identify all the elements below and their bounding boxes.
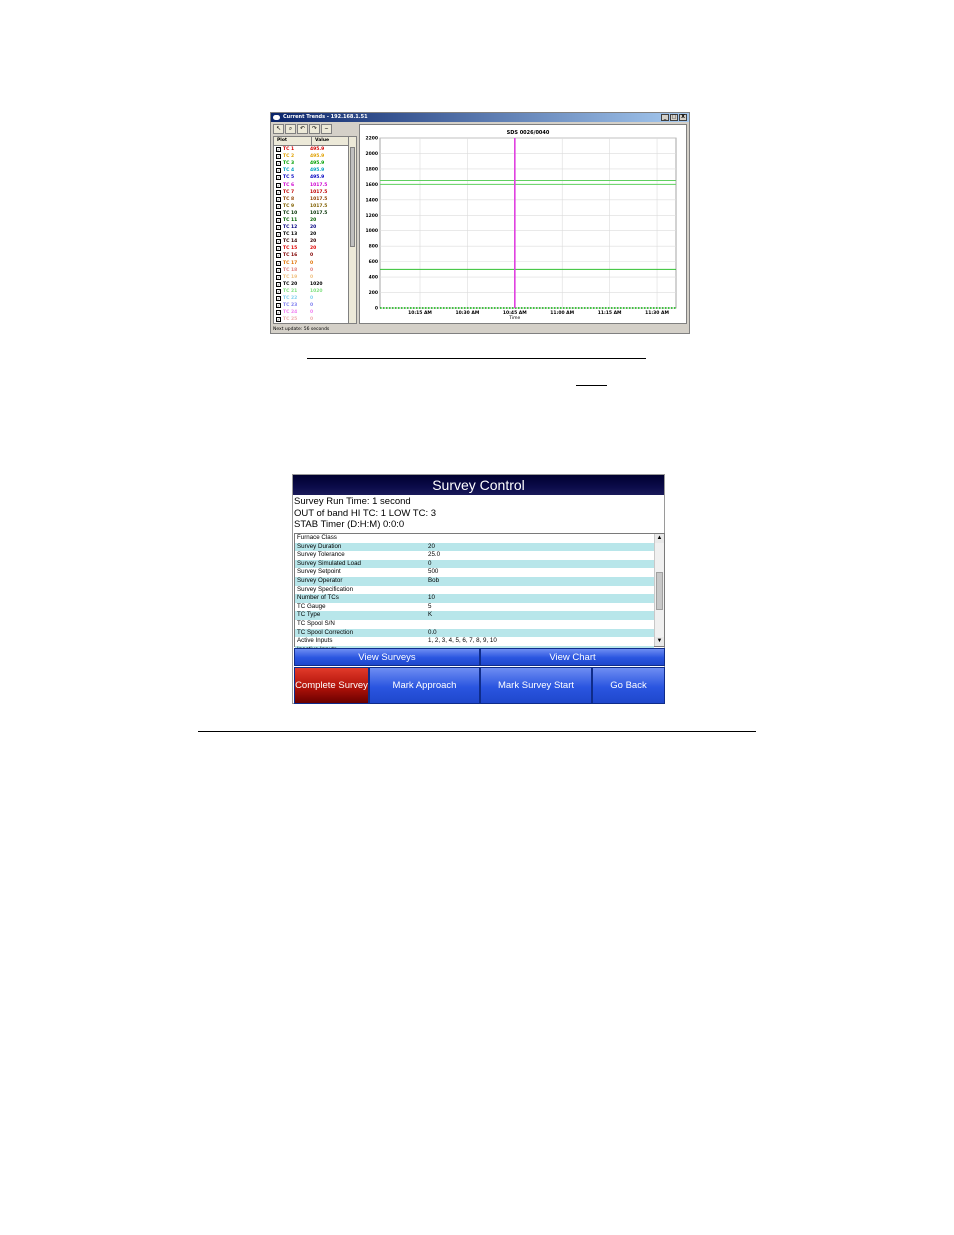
x-tick-label: 11:00 AM bbox=[550, 311, 575, 316]
go-back-button[interactable]: Go Back bbox=[592, 667, 665, 704]
list-item[interactable] bbox=[295, 560, 654, 569]
parameter-name: TC Spool S/N bbox=[297, 619, 335, 627]
mark-survey-start-button[interactable]: Mark Survey Start bbox=[480, 667, 592, 704]
legend-row[interactable] bbox=[274, 252, 356, 259]
legend-value: 495.9 bbox=[310, 147, 325, 153]
mark-approach-button[interactable]: Mark Approach bbox=[369, 667, 480, 704]
list-item[interactable] bbox=[295, 568, 654, 577]
parameter-value: 1, 2, 3, 4, 5, 6, 7, 8, 9, 10 bbox=[428, 637, 497, 645]
legend-value: 20 bbox=[310, 239, 317, 245]
parameter-name: Survey Simulated Load bbox=[297, 559, 361, 567]
legend-checkbox[interactable]: ✓ bbox=[277, 274, 281, 280]
y-tick-label: 2200 bbox=[365, 136, 378, 142]
trend-window bbox=[270, 112, 690, 334]
button-row-top bbox=[294, 648, 665, 666]
x-tick-label: 10:15 AM bbox=[408, 311, 432, 316]
legend-checkbox[interactable]: ✓ bbox=[277, 210, 281, 216]
maximize-button[interactable]: □ bbox=[671, 114, 677, 120]
parameter-name: Active Inputs bbox=[297, 637, 333, 645]
complete-survey-button[interactable]: Complete Survey bbox=[294, 667, 369, 704]
y-tick-label: 0 bbox=[374, 306, 378, 312]
minimize-button[interactable]: _ bbox=[661, 114, 669, 121]
legend-row[interactable] bbox=[274, 316, 356, 323]
legend-checkbox[interactable]: ✓ bbox=[277, 189, 281, 195]
legend-row[interactable] bbox=[274, 181, 356, 188]
undo-icon[interactable]: ↶ bbox=[297, 124, 308, 134]
window-controls bbox=[661, 114, 687, 121]
legend-value: 20 bbox=[310, 232, 317, 238]
legend-name: TC 11 bbox=[283, 217, 298, 223]
survey-info bbox=[293, 496, 664, 531]
survey-parameter-list[interactable] bbox=[294, 533, 665, 647]
legend-header bbox=[274, 137, 356, 146]
legend-name: TC 10 bbox=[283, 210, 298, 216]
survey-run-time: Survey Run Time: 1 second bbox=[294, 496, 411, 507]
legend-name: TC 16 bbox=[283, 253, 298, 259]
legend-checkbox[interactable]: ✓ bbox=[277, 196, 281, 202]
caption-underline bbox=[307, 358, 646, 359]
caption-underline-short bbox=[576, 385, 607, 386]
legend-name: TC 22 bbox=[283, 296, 298, 302]
legend-name: TC 6 bbox=[283, 182, 295, 188]
legend-row[interactable] bbox=[274, 267, 356, 274]
survey-title: Survey Control bbox=[293, 475, 664, 495]
legend-row[interactable] bbox=[274, 153, 356, 160]
x-tick-label: 11:15 AM bbox=[597, 311, 622, 316]
legend-value: 20 bbox=[310, 217, 317, 223]
legend-row[interactable] bbox=[274, 203, 356, 210]
reset-icon[interactable]: ⌣ bbox=[321, 124, 332, 134]
list-item[interactable] bbox=[295, 577, 654, 586]
legend-value: 495.9 bbox=[310, 161, 325, 167]
legend-checkbox[interactable]: ✓ bbox=[277, 154, 281, 160]
parameter-value: 20 bbox=[428, 542, 435, 550]
trend-chart bbox=[359, 124, 687, 324]
button-row-bottom bbox=[294, 667, 665, 704]
legend-row[interactable] bbox=[274, 288, 356, 295]
plot-area bbox=[380, 138, 676, 308]
legend-name: TC 3 bbox=[283, 161, 295, 167]
legend-checkbox[interactable]: ✓ bbox=[277, 260, 281, 266]
legend-name: TC 14 bbox=[283, 239, 298, 245]
legend-row[interactable] bbox=[274, 167, 356, 174]
legend-name: TC 19 bbox=[283, 274, 298, 280]
parameter-name: TC Spool Correction bbox=[297, 628, 354, 636]
legend-value: 1020 bbox=[310, 288, 323, 294]
pointer-icon[interactable]: ↖ bbox=[273, 124, 284, 134]
legend-row[interactable] bbox=[274, 217, 356, 224]
y-tick-label: 600 bbox=[368, 260, 378, 266]
legend-value: 0 bbox=[310, 296, 314, 302]
y-tick-label: 1400 bbox=[365, 198, 378, 204]
legend-row[interactable] bbox=[274, 302, 356, 309]
view-chart-button[interactable]: View Chart bbox=[480, 648, 665, 666]
parameter-value: Bob bbox=[428, 576, 440, 584]
legend-value: 495.9 bbox=[310, 168, 325, 174]
redo-icon[interactable]: ↷ bbox=[309, 124, 320, 134]
zoom-icon[interactable]: ⌕ bbox=[285, 124, 296, 134]
legend-name: TC 4 bbox=[283, 168, 295, 174]
close-button[interactable]: X bbox=[679, 114, 687, 121]
scroll-up-icon[interactable]: ▲ bbox=[656, 535, 663, 541]
legend-name: TC 9 bbox=[283, 203, 295, 209]
legend-value: 495.9 bbox=[310, 175, 325, 181]
stab-timer: STAB Timer (D:H:M) 0:0:0 bbox=[294, 519, 405, 530]
legend-checkbox[interactable]: ✓ bbox=[277, 147, 281, 153]
legend-row[interactable] bbox=[274, 260, 356, 267]
legend-name: TC 23 bbox=[283, 303, 298, 309]
x-tick-label: 11:30 AM bbox=[645, 311, 669, 316]
y-tick-label: 1800 bbox=[365, 167, 378, 173]
y-tick-label: 800 bbox=[368, 244, 378, 250]
view-surveys-button[interactable]: View Surveys bbox=[294, 648, 480, 666]
legend-header-value: Value bbox=[315, 138, 330, 143]
legend-value: 0 bbox=[310, 274, 314, 280]
legend-checkbox[interactable]: ✓ bbox=[277, 175, 281, 181]
legend-scrollbar[interactable] bbox=[348, 137, 356, 323]
parameter-value: 10 bbox=[428, 594, 435, 602]
legend-scroll-thumb[interactable] bbox=[350, 147, 355, 247]
app-icon bbox=[273, 115, 280, 120]
legend-name: TC 18 bbox=[283, 267, 298, 273]
y-tick-label: 1600 bbox=[365, 182, 378, 188]
legend-checkbox[interactable]: ✓ bbox=[277, 303, 281, 309]
legend-row[interactable] bbox=[274, 146, 356, 153]
legend-value: 0 bbox=[310, 260, 314, 266]
list-item[interactable] bbox=[295, 534, 654, 543]
x-tick-label: 10:45 AM bbox=[502, 311, 527, 316]
list-item[interactable] bbox=[295, 586, 654, 595]
parameter-name: Survey Operator bbox=[297, 576, 343, 584]
legend-row[interactable] bbox=[274, 224, 356, 231]
legend-name: TC 8 bbox=[283, 196, 295, 202]
y-tick-label: 2000 bbox=[365, 151, 378, 157]
list-item[interactable] bbox=[295, 594, 654, 603]
legend-value: 1020 bbox=[310, 281, 323, 287]
y-tick-label: 1200 bbox=[365, 213, 378, 219]
section-divider bbox=[198, 731, 756, 732]
parameter-value: 500 bbox=[428, 568, 439, 576]
legend-value: 0 bbox=[310, 317, 314, 323]
legend-checkbox[interactable]: ✓ bbox=[277, 168, 281, 174]
trend-titlebar bbox=[271, 113, 689, 122]
legend-name: TC 20 bbox=[283, 281, 298, 287]
legend-checkbox[interactable]: ✓ bbox=[277, 281, 281, 287]
parameter-name: TC Gauge bbox=[297, 602, 326, 610]
legend-rows bbox=[274, 146, 356, 323]
legend-checkbox[interactable]: ✓ bbox=[277, 310, 281, 316]
legend-name: TC 24 bbox=[283, 310, 298, 316]
legend-value: 0 bbox=[310, 310, 314, 316]
legend-row[interactable] bbox=[274, 231, 356, 238]
parameter-name: Survey Setpoint bbox=[297, 568, 341, 576]
y-tick-label: 200 bbox=[368, 291, 378, 297]
parameter-name: Number of TCs bbox=[297, 594, 339, 602]
legend-name: TC 7 bbox=[283, 189, 295, 195]
legend-checkbox[interactable]: ✓ bbox=[277, 288, 281, 294]
out-of-band: OUT of band HI TC: 1 LOW TC: 3 bbox=[294, 507, 437, 519]
legend-row[interactable] bbox=[274, 245, 356, 252]
legend-row[interactable] bbox=[274, 309, 356, 316]
legend-value: 20 bbox=[310, 246, 317, 252]
legend-row[interactable] bbox=[274, 274, 356, 281]
legend-name: TC 15 bbox=[283, 246, 298, 252]
list-item[interactable] bbox=[295, 603, 654, 612]
y-tick-label: 400 bbox=[368, 275, 378, 281]
trend-title: Current Trends - 192.168.1.51 bbox=[283, 114, 368, 120]
legend-name: TC 25 bbox=[283, 317, 298, 323]
legend-name: TC 1 bbox=[283, 147, 295, 153]
parameter-value: 0.0 bbox=[428, 628, 437, 636]
parameter-name: Survey Tolerance bbox=[297, 551, 345, 559]
chart-title: SDS 0026/0040 bbox=[506, 130, 550, 136]
legend-value: 1017.5 bbox=[310, 203, 328, 209]
x-tick-label: 10:30 AM bbox=[455, 311, 480, 316]
legend-row[interactable] bbox=[274, 281, 356, 288]
legend-value: 0 bbox=[310, 303, 314, 309]
legend-list bbox=[273, 136, 357, 324]
legend-row[interactable] bbox=[274, 295, 356, 302]
parameter-value: 0 bbox=[428, 559, 432, 567]
legend-checkbox[interactable]: ✓ bbox=[277, 182, 281, 188]
legend-name: TC 21 bbox=[283, 288, 298, 294]
survey-scrollbar[interactable] bbox=[654, 534, 664, 646]
legend-name: TC 5 bbox=[283, 175, 295, 181]
legend-name: TC 2 bbox=[283, 154, 295, 160]
parameter-name: Survey Specification bbox=[297, 585, 354, 593]
parameter-value: K bbox=[428, 611, 433, 619]
legend-row[interactable] bbox=[274, 196, 356, 203]
parameter-value: 25.0 bbox=[428, 551, 441, 559]
legend-checkbox[interactable]: ✓ bbox=[277, 246, 281, 252]
legend-value: 495.9 bbox=[310, 154, 325, 160]
list-item[interactable] bbox=[295, 637, 654, 646]
trend-toolbar bbox=[273, 124, 332, 134]
legend-name: TC 13 bbox=[283, 232, 298, 238]
list-item[interactable] bbox=[295, 629, 654, 638]
survey-scroll-thumb[interactable] bbox=[656, 572, 663, 610]
legend-checkbox[interactable]: ✓ bbox=[277, 239, 281, 245]
parameter-name: Survey Duration bbox=[297, 542, 342, 550]
legend-row[interactable] bbox=[274, 160, 356, 167]
legend-checkbox[interactable]: ✓ bbox=[277, 161, 281, 167]
legend-row[interactable] bbox=[274, 189, 356, 196]
legend-header-plot: Plot bbox=[274, 137, 312, 145]
legend-checkbox[interactable]: ✓ bbox=[277, 225, 281, 231]
survey-rows bbox=[295, 534, 664, 654]
legend-value: 0 bbox=[310, 267, 314, 273]
parameter-name: Furnace Class bbox=[297, 534, 337, 541]
legend-name: TC 17 bbox=[283, 260, 298, 266]
legend-value: 0 bbox=[310, 253, 314, 259]
legend-value: 1017.5 bbox=[310, 210, 328, 216]
chart-svg bbox=[360, 125, 686, 323]
status-text: Next update: 56 seconds bbox=[273, 327, 330, 332]
legend-checkbox[interactable]: ✓ bbox=[277, 267, 281, 273]
list-item[interactable] bbox=[295, 611, 654, 620]
legend-checkbox[interactable]: ✓ bbox=[277, 296, 281, 302]
x-axis-label: Time bbox=[509, 316, 521, 321]
parameter-value: 5 bbox=[428, 602, 432, 610]
survey-control-window bbox=[292, 474, 665, 704]
legend-value: 1017.5 bbox=[310, 189, 328, 195]
legend-checkbox[interactable]: ✓ bbox=[277, 203, 281, 209]
legend-row[interactable] bbox=[274, 174, 356, 181]
parameter-name: TC Type bbox=[297, 611, 321, 619]
legend-value: 20 bbox=[310, 225, 317, 231]
legend-value: 1017.5 bbox=[310, 196, 328, 202]
legend-value: 1017.5 bbox=[310, 182, 328, 188]
list-item[interactable] bbox=[295, 620, 654, 629]
list-item[interactable] bbox=[295, 543, 654, 552]
legend-row[interactable] bbox=[274, 210, 356, 217]
legend-checkbox[interactable]: ✓ bbox=[277, 217, 281, 223]
legend-checkbox[interactable]: ✓ bbox=[277, 253, 281, 259]
scroll-down-icon[interactable]: ▼ bbox=[656, 638, 663, 644]
legend-checkbox[interactable]: ✓ bbox=[277, 317, 281, 323]
y-tick-label: 1000 bbox=[365, 229, 378, 235]
legend-row[interactable] bbox=[274, 238, 356, 245]
legend-checkbox[interactable]: ✓ bbox=[277, 232, 281, 238]
list-item[interactable] bbox=[295, 551, 654, 560]
legend-name: TC 12 bbox=[283, 225, 298, 231]
